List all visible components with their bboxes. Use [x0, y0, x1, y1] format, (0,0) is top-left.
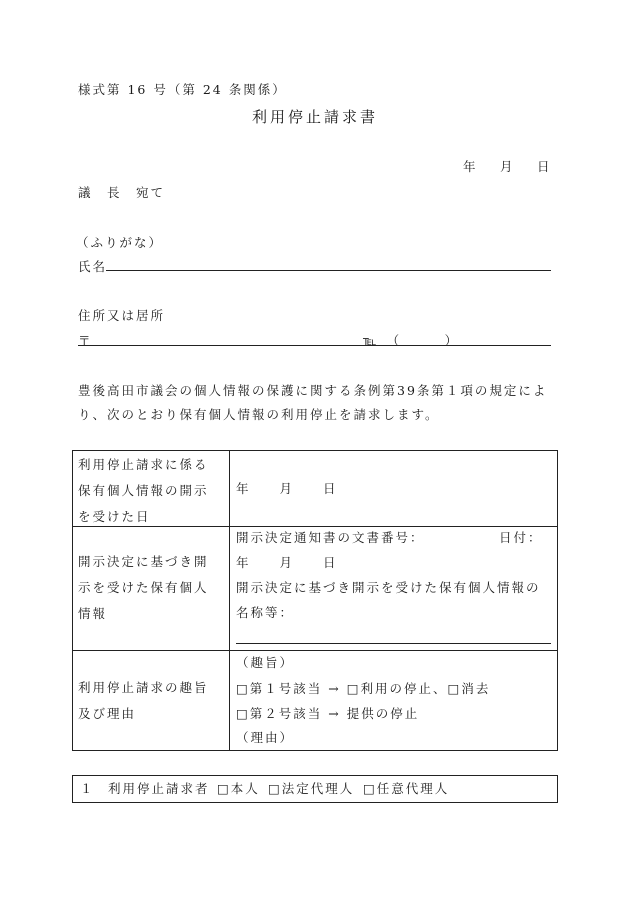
row2-date[interactable]: 年 月 日	[236, 555, 338, 570]
row3-label	[78, 675, 209, 727]
row1-label-line1: 利用停止請求に係る	[78, 457, 209, 472]
tel-label: ℡ （ ）	[363, 333, 460, 348]
date-day: 日	[537, 159, 550, 174]
name-label: 氏名	[78, 259, 108, 274]
row2-label-line3: 情報	[78, 606, 108, 621]
table-divider-row2	[72, 650, 558, 651]
row2-doc-number-label: 開示決定通知書の文書番号：	[236, 530, 425, 545]
address-field[interactable]	[78, 345, 551, 346]
row2-label-line1: 開示決定に基づき開	[78, 554, 209, 569]
row3-purpose-heading: （趣旨）	[236, 655, 295, 670]
body-text-line1: 豊後高田市議会の個人情報の保護に関する条例第39条第１項の規定によ	[78, 383, 548, 398]
page-title: 利用停止請求書	[252, 108, 379, 126]
date-month: 月	[500, 159, 513, 174]
form-number: 様式第 16 号（第 24 条関係）	[78, 82, 287, 97]
address-label: 住所又は居所	[78, 308, 166, 323]
row1-date[interactable]: 年 月 日	[236, 481, 338, 496]
body-text-line2: り、次のとおり保有個人情報の利用停止を請求します。	[78, 407, 440, 422]
addressee: 議 長 宛て	[78, 185, 166, 200]
date-year: 年	[463, 159, 476, 174]
row2-date-label: 日付：	[499, 530, 543, 545]
postal-mark: 〒	[78, 333, 91, 348]
row3-label-line2: 及び理由	[78, 706, 137, 721]
row3-label-line1: 利用停止請求の趣旨	[78, 680, 209, 695]
row3-option1[interactable]: □第１号該当 → □利用の停止、□消去	[236, 681, 491, 696]
row1-label-line2: 保有個人情報の開示	[78, 483, 209, 498]
row2-label	[78, 549, 209, 627]
name-field[interactable]	[106, 270, 551, 271]
row3-option2[interactable]: □第２号該当 → 提供の停止	[236, 706, 420, 721]
requester-option-legal-agent[interactable]: □法定代理人	[268, 781, 355, 796]
row2-label-line2: 示を受けた保有個人	[78, 580, 209, 595]
row1-label	[78, 452, 209, 530]
requester-option-voluntary-agent[interactable]: □任意代理人	[363, 781, 450, 796]
row2-name-line2: 名称等：	[236, 605, 295, 620]
table-divider-vertical	[229, 450, 230, 751]
row2-name-field[interactable]	[236, 643, 551, 644]
row1-label-line3: を受けた日	[78, 509, 151, 524]
requester-option-self[interactable]: □本人	[217, 781, 260, 796]
furigana-label: （ふりがな）	[76, 235, 164, 250]
row3-reason-heading: （理由）	[236, 730, 295, 745]
requester-number: １	[80, 781, 95, 796]
requester-label: 利用停止請求者	[108, 781, 210, 796]
row2-name-line1: 開示決定に基づき開示を受けた保有個人情報の	[236, 580, 541, 595]
